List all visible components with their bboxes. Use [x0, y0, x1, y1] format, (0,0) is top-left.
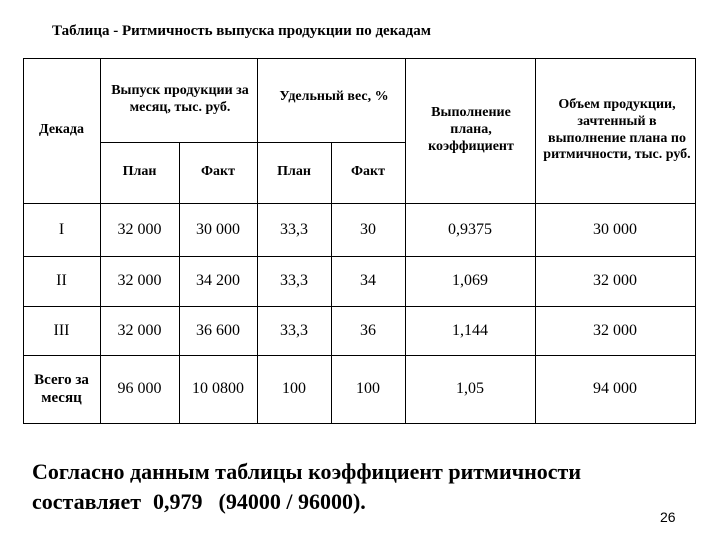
- header-share-plan: План: [277, 164, 311, 180]
- row-decade: I: [58, 220, 65, 238]
- rhythm-calculation: (94000 / 96000).: [218, 489, 366, 514]
- row-credited: 32 000: [593, 272, 637, 290]
- row-coefficient: 0,9375: [448, 220, 492, 238]
- row-plan: 32 000: [117, 272, 162, 290]
- header-output-group: Выпуск продукции за месяц, тыс. руб.: [111, 83, 249, 115]
- row-decade: II: [56, 272, 67, 290]
- row-coefficient: 1,05: [456, 380, 484, 398]
- rhythm-table: [23, 58, 696, 424]
- row-credited: 94 000: [593, 380, 637, 398]
- header-fulfillment: Выполнение плана, коэффициент: [428, 105, 514, 154]
- header-share-group: Удельный вес, %: [279, 88, 389, 104]
- row-share-fact: 34: [360, 272, 376, 290]
- header-plan: План: [122, 164, 157, 180]
- row-credited: 32 000: [593, 321, 637, 339]
- row-fact: 10 0800: [192, 380, 244, 398]
- header-credited: Объем продукции, зачтенный в выполнение плана по ритмичности, тыс. руб.: [543, 96, 691, 163]
- header-decade: Декада: [39, 122, 84, 138]
- row-share-plan: 33,3: [280, 220, 308, 238]
- row-share-fact: 36: [360, 321, 376, 339]
- table-caption: Таблица - Ритмичность выпуска продукции по декадам: [52, 23, 431, 39]
- rhythm-coefficient-value: 0,979: [153, 489, 203, 514]
- row-share-fact: 100: [356, 380, 380, 398]
- conclusion-line-1: Согласно данным таблицы коэффициент ритмичности: [32, 459, 582, 484]
- conclusion-prefix: составляет: [32, 489, 142, 514]
- row-share-plan: 33,3: [280, 272, 308, 290]
- row-decade: Всего за месяц: [34, 372, 89, 406]
- row-plan: 96 000: [117, 380, 162, 398]
- row-fact: 30 000: [196, 220, 240, 238]
- row-coefficient: 1,144: [452, 321, 488, 339]
- header-share-fact: Факт: [351, 164, 385, 180]
- row-share-plan: 33,3: [280, 321, 308, 339]
- conclusion-line-2: [32, 487, 672, 517]
- conclusion-text: [32, 457, 672, 517]
- page-number: 26: [660, 509, 676, 525]
- row-decade: III: [53, 321, 70, 339]
- row-share-plan: 100: [282, 380, 306, 398]
- row-plan: 32 000: [117, 321, 162, 339]
- row-coefficient: 1,069: [452, 272, 488, 290]
- row-credited: 30 000: [593, 220, 637, 238]
- header-fact: Факт: [201, 164, 235, 180]
- row-plan: 32 000: [117, 220, 162, 238]
- row-fact: 36 600: [196, 321, 240, 339]
- row-fact: 34 200: [196, 272, 240, 290]
- row-share-fact: 30: [360, 220, 376, 238]
